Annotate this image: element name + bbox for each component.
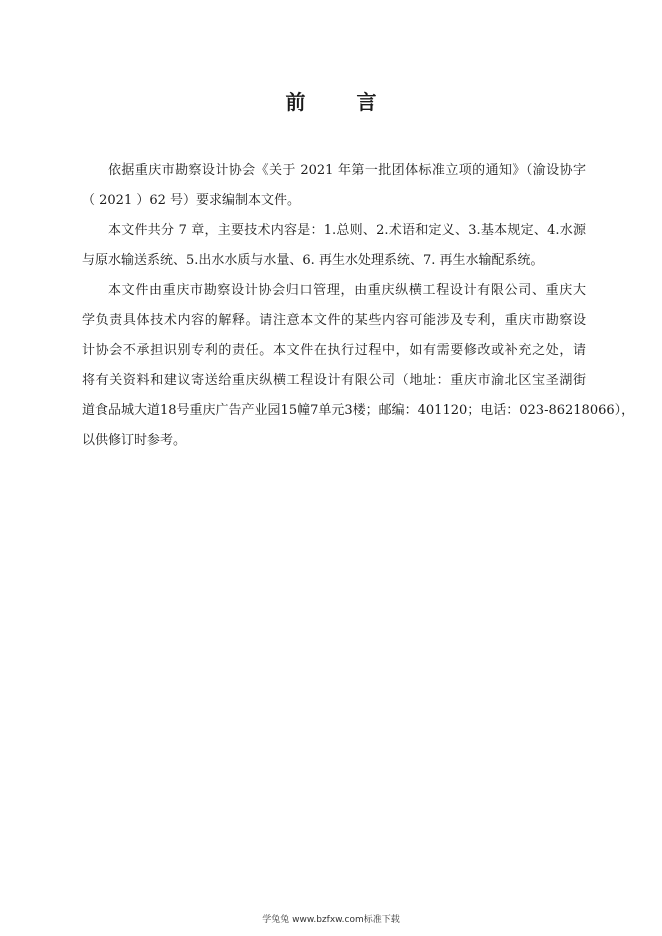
- paragraph-3-line-6: 以供修订时参考。: [82, 433, 187, 448]
- paragraph-3-line-2: 学负责具体技术内容的解释。请注意本文件的某些内容可能涉及专利，重庆市勘察设: [82, 313, 586, 328]
- paragraph-3-line-5: 道食品城大道18号重庆广告产业园15幢7单元3楼；邮编：401120；电话：023-86218066），: [82, 403, 635, 418]
- paragraph-3-line-3: 计协会不承担识别专利的责任。本文件在执行过程中，如有需要修改或补充之处，请: [82, 343, 586, 358]
- paragraph-1-line-2: （ 2021 ）62 号）要求编制本文件。: [82, 193, 301, 208]
- paragraph-2-line-1: 本文件共分 7 章，主要技术内容是：1.总则、2.术语和定义、3.基本规定、4.水源: [108, 223, 586, 238]
- document-body: [82, 156, 635, 456]
- paragraph-3-line-1: 本文件由重庆市勘察设计协会归口管理，由重庆纵横工程设计有限公司、重庆大: [108, 283, 586, 298]
- page-title: 前 言: [285, 90, 399, 114]
- paragraph-3-line-4: 将有关资料和建议寄送给重庆纵横工程设计有限公司（地址：重庆市渝北区宝圣湖街: [82, 373, 586, 388]
- paragraph-2-line-2: 与原水输送系统、5.出水水质与水量、6. 再生水处理系统、7. 再生水输配系统。: [82, 253, 544, 268]
- paragraph-1-line-1: 依据重庆市勘察设计协会《关于 2021 年第一批团体标准立项的通知》（渝设协字: [108, 163, 586, 178]
- footer-watermark: 学兔兔 www.bzfxw.com标准下载: [262, 915, 400, 925]
